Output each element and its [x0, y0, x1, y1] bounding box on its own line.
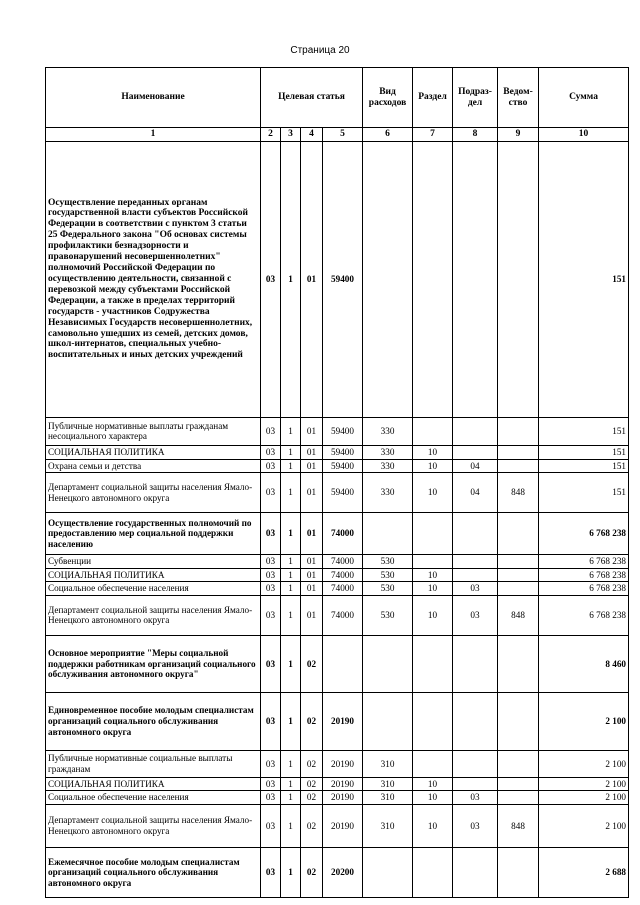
- table-row: [46, 513, 629, 555]
- col-number: 6: [363, 128, 413, 142]
- row-name: Департамент социальной защиты населения Ямало-Ненецкого автономного округа: [46, 473, 261, 513]
- cell-amount: 6 768 238: [539, 595, 629, 635]
- cell-department: [498, 417, 539, 445]
- cell-event: 01: [301, 555, 323, 569]
- cell-subsection: [453, 847, 498, 897]
- cell-prog: 03: [261, 141, 281, 417]
- table-row: [46, 555, 629, 569]
- cell-department: [498, 692, 539, 750]
- cell-event: 01: [301, 473, 323, 513]
- col-number: 10: [539, 128, 629, 142]
- cell-subprog: 1: [281, 513, 301, 555]
- cell-amount: 2 100: [539, 750, 629, 777]
- cell-event: 01: [301, 568, 323, 582]
- cell-department: [498, 555, 539, 569]
- cell-amount: 151: [539, 445, 629, 459]
- cell-department: 848: [498, 804, 539, 847]
- cell-subsection: [453, 777, 498, 791]
- col-number: 2: [261, 128, 281, 142]
- cell-department: [498, 635, 539, 692]
- cell-subsection: [453, 513, 498, 555]
- cell-subprog: 1: [281, 141, 301, 417]
- cell-section: [413, 417, 453, 445]
- cell-department: [498, 445, 539, 459]
- cell-department: [498, 777, 539, 791]
- cell-expense-type: 310: [363, 777, 413, 791]
- cell-event: 02: [301, 692, 323, 750]
- table-row: [46, 582, 629, 596]
- row-name: Публичные нормативные выплаты гражданам несоциального характера: [46, 417, 261, 445]
- cell-subprog: 1: [281, 635, 301, 692]
- cell-event: 02: [301, 635, 323, 692]
- col-number: 5: [323, 128, 363, 142]
- cell-section: 10: [413, 777, 453, 791]
- cell-amount: 6 768 238: [539, 555, 629, 569]
- cell-prog: 03: [261, 750, 281, 777]
- col-number: 9: [498, 128, 539, 142]
- cell-amount: 151: [539, 459, 629, 473]
- cell-department: [498, 847, 539, 897]
- cell-amount: 6 768 238: [539, 513, 629, 555]
- table-header-row: [46, 68, 629, 128]
- cell-subprog: 1: [281, 791, 301, 805]
- cell-subprog: 1: [281, 595, 301, 635]
- cell-section: 10: [413, 459, 453, 473]
- cell-expense-type: 330: [363, 417, 413, 445]
- row-name: Социальное обеспечение населения: [46, 791, 261, 805]
- cell-subprog: 1: [281, 582, 301, 596]
- cell-prog: 03: [261, 582, 281, 596]
- cell-direction: [323, 635, 363, 692]
- page-number: Страница 20: [290, 45, 350, 56]
- cell-section: [413, 635, 453, 692]
- cell-direction: 20190: [323, 777, 363, 791]
- cell-prog: 03: [261, 568, 281, 582]
- cell-expense-type: 530: [363, 568, 413, 582]
- cell-expense-type: 310: [363, 804, 413, 847]
- cell-expense-type: [363, 635, 413, 692]
- cell-subsection: 03: [453, 804, 498, 847]
- row-name: Основное мероприятие "Меры социальной поддержки работникам организаций социального обслуживания автономного округа": [46, 635, 261, 692]
- cell-event: 02: [301, 777, 323, 791]
- cell-prog: 03: [261, 804, 281, 847]
- cell-subsection: [453, 555, 498, 569]
- cell-direction: 20190: [323, 791, 363, 805]
- cell-subprog: 1: [281, 847, 301, 897]
- cell-event: 01: [301, 445, 323, 459]
- cell-department: [498, 568, 539, 582]
- table-row: [46, 791, 629, 805]
- header-amount: Сумма: [539, 68, 629, 128]
- cell-department: [498, 459, 539, 473]
- row-name: Охрана семьи и детства: [46, 459, 261, 473]
- cell-subsection: [453, 750, 498, 777]
- cell-department: [498, 750, 539, 777]
- row-name: Субвенции: [46, 555, 261, 569]
- cell-department: 848: [498, 595, 539, 635]
- row-name: Ежемесячное пособие молодым специалистам организаций социального обслуживания автономного округа: [46, 847, 261, 897]
- cell-expense-type: [363, 513, 413, 555]
- cell-department: 848: [498, 473, 539, 513]
- cell-section: 10: [413, 791, 453, 805]
- cell-direction: 20200: [323, 847, 363, 897]
- cell-event: 01: [301, 595, 323, 635]
- cell-amount: 2 688: [539, 847, 629, 897]
- cell-prog: 03: [261, 791, 281, 805]
- cell-amount: 2 100: [539, 804, 629, 847]
- cell-department: [498, 141, 539, 417]
- table-row: [46, 445, 629, 459]
- cell-subsection: [453, 417, 498, 445]
- row-name: Департамент социальной защиты населения Ямало-Ненецкого автономного округа: [46, 804, 261, 847]
- cell-section: 10: [413, 445, 453, 459]
- cell-department: [498, 582, 539, 596]
- cell-event: 02: [301, 750, 323, 777]
- cell-subprog: 1: [281, 417, 301, 445]
- cell-department: [498, 791, 539, 805]
- cell-prog: 03: [261, 445, 281, 459]
- cell-direction: 59400: [323, 459, 363, 473]
- cell-subsection: [453, 445, 498, 459]
- cell-amount: 6 768 238: [539, 568, 629, 582]
- row-name: Осуществление переданных органам государственной власти субъектов Российской Федерации в соответствии с пунктом 3 статьи 25 Федерального закона "Об основах системы профилактики безнадзорности и правонарушений несовершеннолетних" полномочий Российской Федерации по осуществлению деятельности, связанной с перевозкой между субъектами Российской Федерации, а также в пределах территорий государств - участников Содружества Независимых Государств несовершеннолетних, самовольно ушедших из семей, детских домов, школ-интернатов, специальных учебно-воспитательных и иных детских учреждений: [46, 141, 261, 417]
- cell-section: [413, 847, 453, 897]
- table-row: [46, 692, 629, 750]
- cell-subprog: 1: [281, 555, 301, 569]
- cell-prog: 03: [261, 777, 281, 791]
- cell-direction: 59400: [323, 445, 363, 459]
- cell-subprog: 1: [281, 804, 301, 847]
- cell-amount: 2 100: [539, 692, 629, 750]
- cell-direction: 20190: [323, 750, 363, 777]
- cell-event: 01: [301, 141, 323, 417]
- cell-direction: 74000: [323, 555, 363, 569]
- cell-expense-type: [363, 692, 413, 750]
- table-row: [46, 473, 629, 513]
- cell-subprog: 1: [281, 459, 301, 473]
- col-number: 1: [46, 128, 261, 142]
- cell-event: 02: [301, 791, 323, 805]
- cell-subprog: 1: [281, 568, 301, 582]
- table-row: [46, 804, 629, 847]
- cell-subprog: 1: [281, 692, 301, 750]
- cell-direction: 20190: [323, 804, 363, 847]
- row-name: Социальное обеспечение населения: [46, 582, 261, 596]
- cell-section: [413, 513, 453, 555]
- cell-prog: 03: [261, 847, 281, 897]
- col-number: 3: [281, 128, 301, 142]
- cell-section: 10: [413, 582, 453, 596]
- cell-prog: 03: [261, 473, 281, 513]
- cell-event: 02: [301, 804, 323, 847]
- cell-direction: 74000: [323, 513, 363, 555]
- cell-subsection: 03: [453, 595, 498, 635]
- col-number: 8: [453, 128, 498, 142]
- cell-section: [413, 750, 453, 777]
- cell-section: [413, 555, 453, 569]
- col-number: 7: [413, 128, 453, 142]
- cell-subsection: [453, 692, 498, 750]
- cell-section: 10: [413, 595, 453, 635]
- cell-expense-type: 330: [363, 445, 413, 459]
- table-row: [46, 595, 629, 635]
- cell-prog: 03: [261, 555, 281, 569]
- cell-prog: 03: [261, 417, 281, 445]
- cell-prog: 03: [261, 595, 281, 635]
- cell-subsection: [453, 568, 498, 582]
- row-name: Департамент социальной защиты населения Ямало-Ненецкого автономного округа: [46, 595, 261, 635]
- cell-expense-type: [363, 847, 413, 897]
- cell-section: [413, 692, 453, 750]
- cell-section: 10: [413, 568, 453, 582]
- cell-event: 01: [301, 513, 323, 555]
- table-row: [46, 141, 629, 417]
- table-row: [46, 635, 629, 692]
- row-name: СОЦИАЛЬНАЯ ПОЛИТИКА: [46, 445, 261, 459]
- row-name: СОЦИАЛЬНАЯ ПОЛИТИКА: [46, 777, 261, 791]
- cell-subsection: 04: [453, 473, 498, 513]
- cell-subsection: 03: [453, 582, 498, 596]
- cell-expense-type: 310: [363, 750, 413, 777]
- cell-prog: 03: [261, 459, 281, 473]
- cell-direction: 59400: [323, 141, 363, 417]
- cell-amount: 151: [539, 417, 629, 445]
- table-row: [46, 847, 629, 897]
- cell-prog: 03: [261, 692, 281, 750]
- cell-expense-type: 530: [363, 555, 413, 569]
- cell-subprog: 1: [281, 473, 301, 513]
- cell-expense-type: 310: [363, 791, 413, 805]
- cell-subsection: [453, 141, 498, 417]
- cell-amount: 151: [539, 141, 629, 417]
- cell-amount: 6 768 238: [539, 582, 629, 596]
- column-number-row: [46, 128, 629, 142]
- cell-event: 02: [301, 847, 323, 897]
- cell-expense-type: [363, 141, 413, 417]
- header-department: Ведом-ство: [498, 68, 539, 128]
- row-name: Единовременное пособие молодым специалистам организаций социального обслуживания автономного округа: [46, 692, 261, 750]
- cell-prog: 03: [261, 635, 281, 692]
- cell-direction: 74000: [323, 568, 363, 582]
- header-name: Наименование: [46, 68, 261, 128]
- row-name: Осуществление государственных полномочий по предоставлению мер социальной поддержки населению: [46, 513, 261, 555]
- cell-expense-type: 530: [363, 595, 413, 635]
- cell-expense-type: 530: [363, 582, 413, 596]
- cell-subprog: 1: [281, 777, 301, 791]
- cell-amount: 151: [539, 473, 629, 513]
- cell-direction: 59400: [323, 417, 363, 445]
- cell-event: 01: [301, 582, 323, 596]
- header-target-item: Целевая статья: [261, 68, 363, 128]
- cell-direction: 20190: [323, 692, 363, 750]
- table-row: [46, 568, 629, 582]
- table-row: [46, 417, 629, 445]
- row-name: СОЦИАЛЬНАЯ ПОЛИТИКА: [46, 568, 261, 582]
- budget-table: [45, 67, 629, 898]
- header-section: Раздел: [413, 68, 453, 128]
- cell-expense-type: 330: [363, 459, 413, 473]
- cell-amount: 8 460: [539, 635, 629, 692]
- cell-subprog: 1: [281, 445, 301, 459]
- cell-subsection: 03: [453, 791, 498, 805]
- row-name: Публичные нормативные социальные выплаты гражданам: [46, 750, 261, 777]
- table-row: [46, 777, 629, 791]
- cell-event: 01: [301, 417, 323, 445]
- cell-direction: 59400: [323, 473, 363, 513]
- cell-direction: 74000: [323, 595, 363, 635]
- header-subsection: Подраз-дел: [453, 68, 498, 128]
- cell-direction: 74000: [323, 582, 363, 596]
- col-number: 4: [301, 128, 323, 142]
- cell-subprog: 1: [281, 750, 301, 777]
- table-row: [46, 750, 629, 777]
- cell-prog: 03: [261, 513, 281, 555]
- header-expense-type: Вид расходов: [363, 68, 413, 128]
- cell-section: [413, 141, 453, 417]
- cell-subsection: 04: [453, 459, 498, 473]
- cell-event: 01: [301, 459, 323, 473]
- cell-section: 10: [413, 804, 453, 847]
- cell-expense-type: 330: [363, 473, 413, 513]
- cell-department: [498, 513, 539, 555]
- cell-section: 10: [413, 473, 453, 513]
- cell-amount: 2 100: [539, 777, 629, 791]
- cell-subsection: [453, 635, 498, 692]
- cell-amount: 2 100: [539, 791, 629, 805]
- table-row: [46, 459, 629, 473]
